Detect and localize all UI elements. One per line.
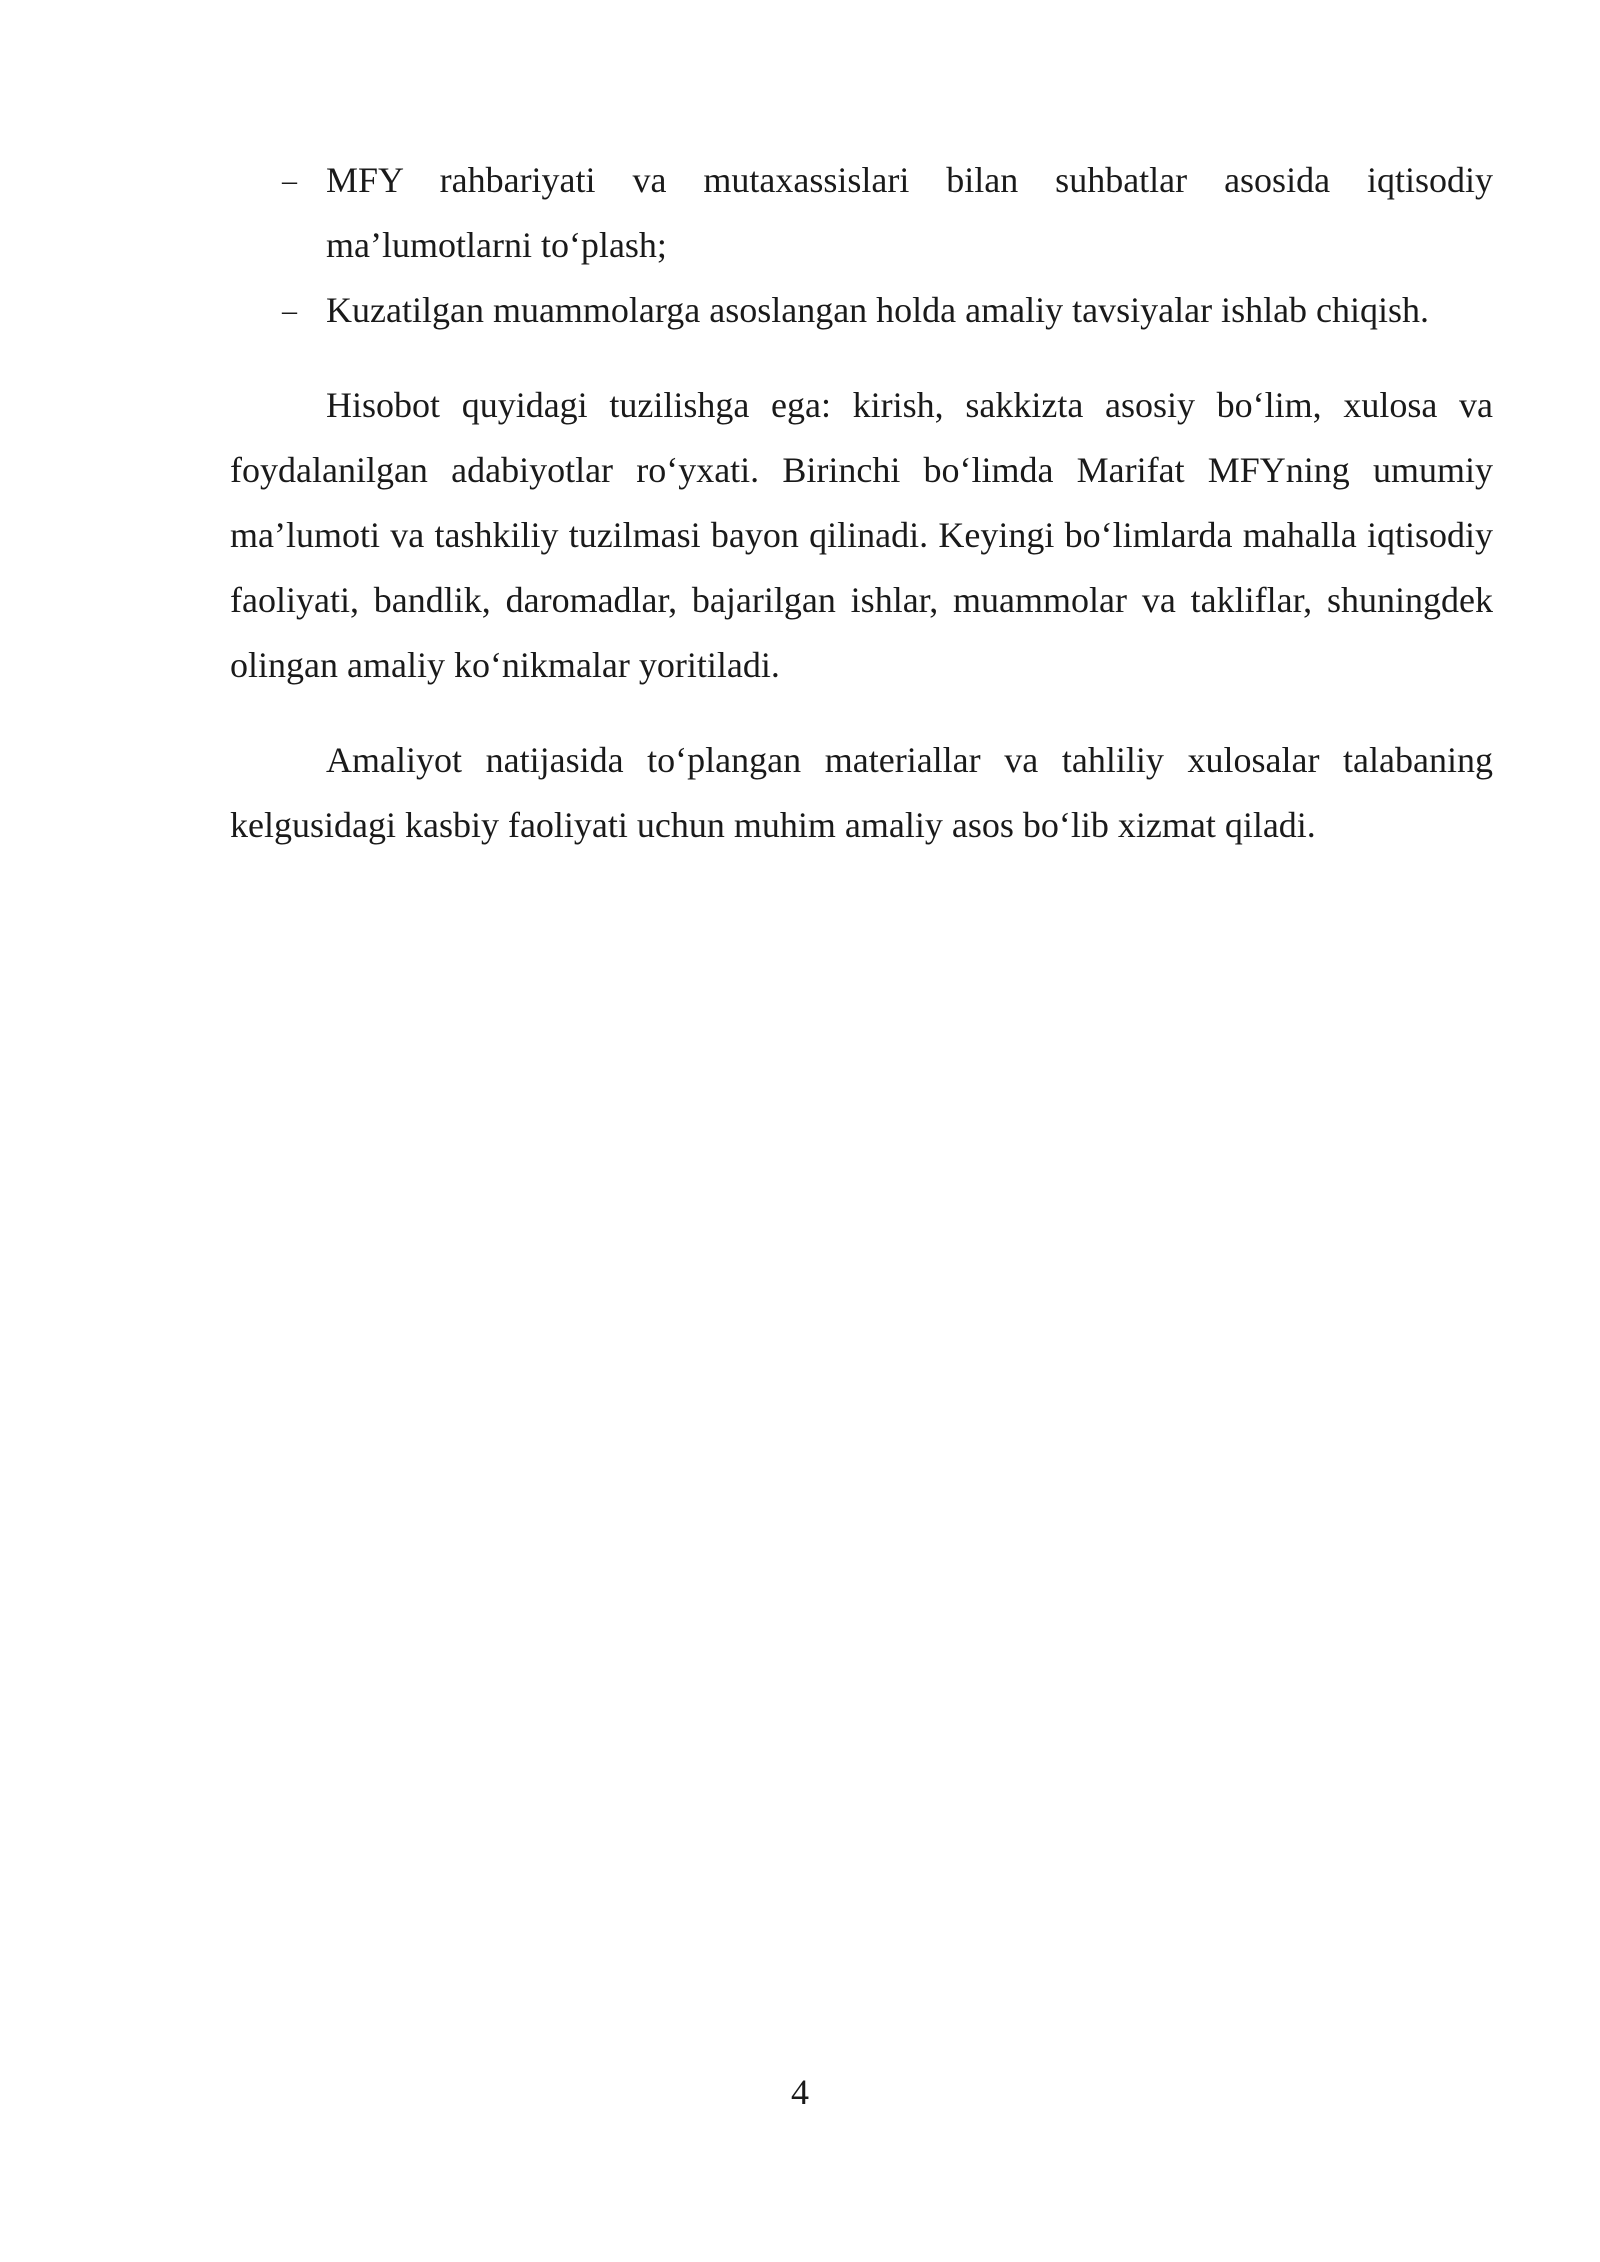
dash-bullet-icon: –	[282, 164, 297, 197]
list-item	[230, 278, 1493, 343]
list-item-text: MFY rahbariyati va mutaxassislari bilan suhbatlar asosida iqtisodiy ma’lumotlarni to‘plash;	[326, 160, 1493, 265]
page-number: 4	[791, 2072, 809, 2112]
list-item	[230, 148, 1493, 278]
bullet-list	[230, 148, 1493, 343]
paragraph-conclusion: Amaliyot natijasida to‘plangan materiallar va tahliliy xulosalar talabaning kelgusidagi kasbiy faoliyati uchun muhim amaliy asos bo‘lib xizmat qiladi.	[230, 740, 1493, 845]
page-body	[230, 148, 1493, 858]
dash-bullet-icon: –	[282, 294, 297, 327]
paragraph-structure: Hisobot quyidagi tuzilishga ega: kirish, sakkizta asosiy bo‘lim, xulosa va foydalanilgan adabiyotlar ro‘yxati. Birinchi bo‘limda Marifat MFYning umumiy ma’lumoti va tashkiliy tuzilmasi bayon qilinadi. Keyingi bo‘limlarda mahalla iqtisodiy faoliyati, bandlik, daromadlar, bajarilgan ishlar, muammolar va takliflar, shuningdek olingan amaliy ko‘nikmalar yoritiladi.	[230, 385, 1493, 685]
list-item-text: Kuzatilgan muammolarga asoslangan holda amaliy tavsiyalar ishlab chiqish.	[326, 290, 1430, 330]
